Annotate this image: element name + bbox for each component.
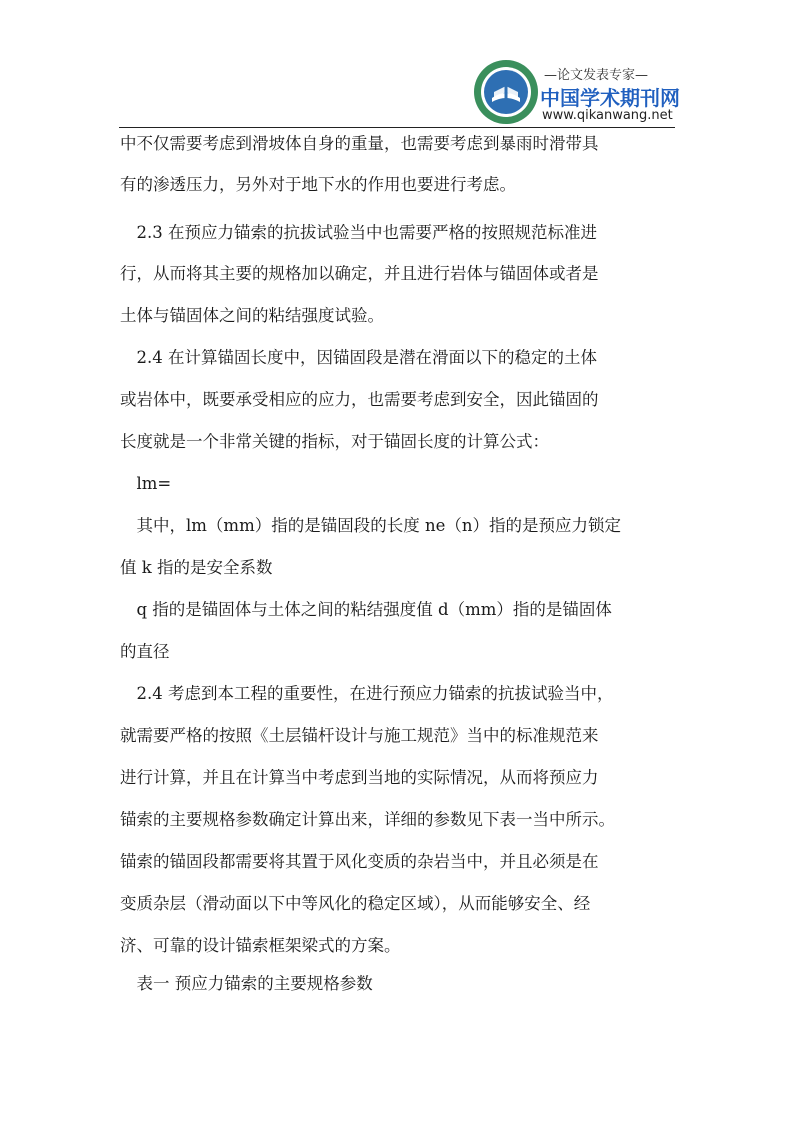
text-line: 2.3 在预应力锚索的抗拔试验当中也需要严格的按照规范标准进 [120,223,597,242]
text-line: 长度就是一个非常关键的指标，对于锚固长度的计算公式： [120,432,549,451]
text-line: 锚索的主要规格参数确定计算出来，详细的参数见下表一当中所示。 [120,810,615,829]
logo-url: www.qikanwang.net [542,108,673,123]
logo-tagline: —论文发表专家— [544,68,649,83]
text-line: 有的渗透压力，另外对于地下水的作用也要进行考虑。 [120,175,516,194]
text-line: 土体与锚固体之间的粘结强度试验。 [120,306,384,325]
text-line: 就需要严格的按照《土层锚杆设计与施工规范》当中的标准规范来 [120,726,599,745]
text-line: 行，从而将其主要的规格加以确定，并且进行岩体与锚固体或者是 [120,264,599,283]
text-line: 其中，lm（mm）指的是锚固段的长度 ne（n）指的是预应力锁定 [120,516,621,535]
header-divider [119,127,675,128]
text-line: 济、可靠的设计锚索框架梁式的方案。 [120,936,401,955]
text-line: 2.4 考虑到本工程的重要性，在进行预应力锚索的抗拔试验当中， [120,684,614,703]
page-header [0,0,794,130]
text-line: q 指的是锚固体与土体之间的粘结强度值 d（mm）指的是锚固体 [120,600,612,619]
text-line: 值 k 指的是安全系数 [120,558,273,577]
text-line: 变质杂层（滑动面以下中等风化的稳定区域），从而能够安全、经 [120,894,591,913]
formula-line: lm= [120,474,172,493]
publisher-logo [472,54,682,128]
logo-brand-name: 中国学术期刊网 [540,86,680,110]
text-line: 中不仅需要考虑到滑坡体自身的重量，也需要考虑到暴雨时滑带具 [120,134,599,153]
text-line: 进行计算，并且在计算当中考虑到当地的实际情况，从而将预应力 [120,768,599,787]
seal-logo-icon [472,58,540,126]
text-line: 的直径 [120,642,170,661]
text-line: 锚索的锚固段都需要将其置于风化变质的杂岩当中，并且必须是在 [120,852,599,871]
text-line: 2.4 在计算锚固长度中，因锚固段是潜在滑面以下的稳定的土体 [120,348,597,367]
table-caption: 表一 预应力锚索的主要规格参数 [120,974,373,993]
text-line: 或岩体中，既要承受相应的应力，也需要考虑到安全，因此锚固的 [120,390,599,409]
